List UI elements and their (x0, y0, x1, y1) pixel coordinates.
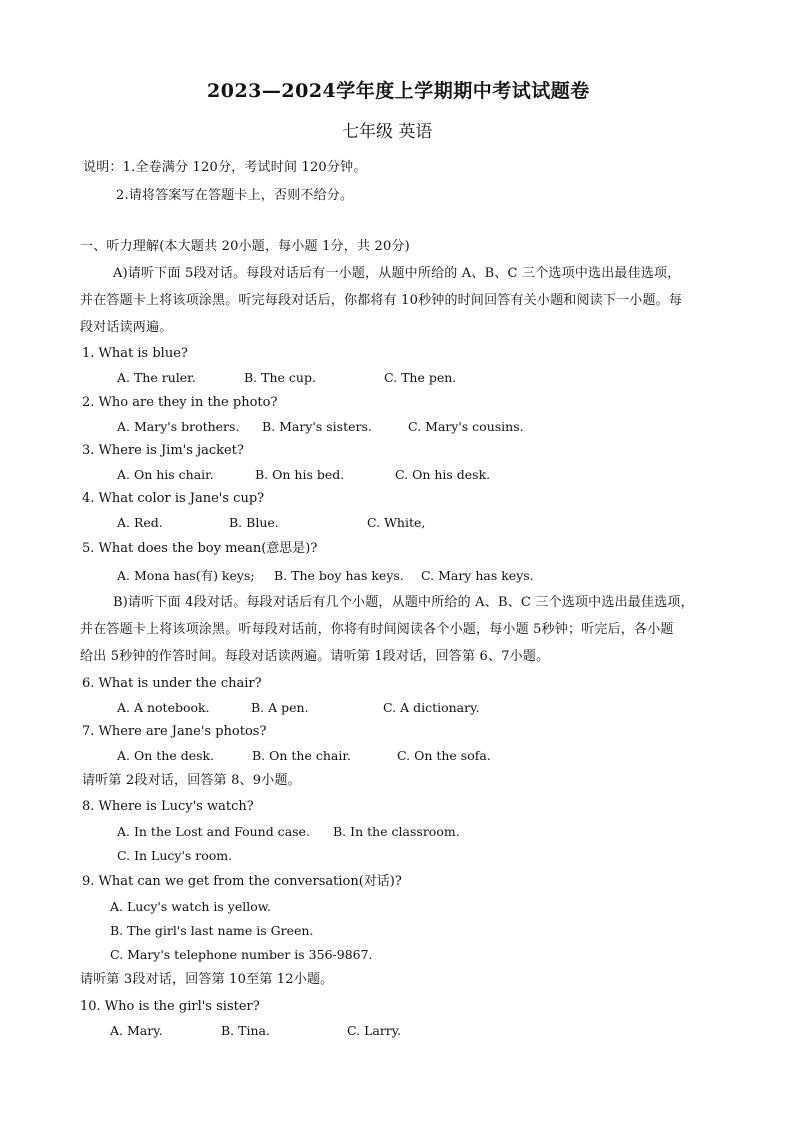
question-7-option-a: A. On the desk. (117, 748, 215, 763)
question-4-option-a: A. Red. (117, 515, 163, 530)
question-9-option-c: C. Mary's telephone number is 356-9867. (110, 947, 373, 962)
question-5-option-c: C. Mary has keys. (421, 568, 534, 583)
question-6-option-a: A. A notebook. (117, 700, 210, 715)
question-9-stem: 9. What can we get from the conversation(对话)? (82, 874, 402, 889)
question-8-option-a: A. In the Lost and Found case. (117, 824, 310, 839)
question-2-option-c: C. Mary's cousins. (408, 419, 524, 434)
section-heading-listening: 一、听力理解(本大题共 20小题，每小题 1分，共 20分) (80, 239, 410, 254)
question-10-stem: 10. Who is the girl's sister? (80, 999, 260, 1014)
question-2-stem: 2. Who are they in the photo? (82, 395, 278, 410)
part-a-instructions-3: 段对话读两遍。 (80, 320, 173, 335)
question-5-option-b: B. The boy has keys. (274, 568, 404, 583)
question-6-option-c: C. A dictionary. (383, 700, 480, 715)
question-7-stem: 7. Where are Jane's photos? (82, 724, 267, 739)
question-2-option-a: A. Mary's brothers. (117, 419, 240, 434)
question-2-option-b: B. Mary's sisters. (262, 419, 372, 434)
question-3-option-c: C. On his desk. (395, 467, 491, 482)
question-3-option-b: B. On his bed. (255, 467, 345, 482)
question-1-option-b: B. The cup. (244, 370, 316, 385)
question-4-stem: 4. What color is Jane's cup? (82, 491, 265, 506)
dialog-3-instructions: 请听第 3段对话，回答第 10至第 12小题。 (80, 972, 334, 987)
question-7-option-c: C. On the sofa. (397, 748, 491, 763)
instructions-line-2: 2.请将答案写在答题卡上，否则不给分。 (116, 188, 354, 203)
exam-title: 2023—2024学年度上学期期中考试试题卷 (207, 80, 590, 102)
part-b-instructions-1: B)请听下面 4段对话。每段对话后有几个小题，从题中所给的 A、B、C 三个选项中选出最佳选项， (113, 595, 694, 610)
question-6-option-b: B. A pen. (251, 700, 309, 715)
question-10-option-c: C. Larry. (347, 1023, 402, 1038)
part-b-instructions-3: 给出 5秒钟的作答时间。每段对话读两遍。请听第 1段对话，回答第 6、7小题。 (80, 649, 550, 664)
question-1-option-c: C. The pen. (384, 370, 457, 385)
question-8-option-c: C. In Lucy's room. (117, 848, 233, 863)
exam-subtitle: 七年级 英语 (342, 122, 433, 142)
question-1-stem: 1. What is blue? (82, 346, 188, 361)
question-9-option-b: B. The girl's last name is Green. (110, 923, 314, 938)
question-5-option-a: A. Mona has(有) keys; (117, 568, 255, 583)
instructions-line-1: 说明：1.全卷满分 120分，考试时间 120分钟。 (83, 160, 367, 175)
question-10-option-a: A. Mary. (110, 1023, 163, 1038)
question-10-option-b: B. Tina. (221, 1023, 270, 1038)
question-3-stem: 3. Where is Jim's jacket? (82, 443, 244, 458)
question-6-stem: 6. What is under the chair? (82, 676, 262, 691)
question-1-option-a: A. The ruler. (117, 370, 196, 385)
question-8-stem: 8. Where is Lucy's watch? (82, 799, 254, 814)
question-4-option-c: C. White, (367, 515, 426, 530)
question-9-option-a: A. Lucy's watch is yellow. (110, 899, 271, 914)
dialog-2-instructions: 请听第 2段对话，回答第 8、9小题。 (82, 773, 301, 788)
part-b-instructions-2: 并在答题卡上将该项涂黑。听每段对话前，你将有时间阅读各个小题，每小题 5秒钟；听完后，各小题 (80, 622, 674, 637)
question-4-option-b: B. Blue. (229, 515, 279, 530)
question-5-stem: 5. What does the boy mean(意思是)? (82, 541, 318, 556)
part-a-instructions-1: A)请听下面 5段对话。每段对话后有一小题，从题中所给的 A、B、C 三个选项中选出最佳选项， (113, 266, 681, 281)
part-a-instructions-2: 并在答题卡上将该项涂黑。听完每段对话后，你都将有 10秒钟的时间回答有关小题和阅读下一小题。每 (80, 293, 683, 308)
question-3-option-a: A. On his chair. (117, 467, 214, 482)
question-7-option-b: B. On the chair. (252, 748, 351, 763)
question-8-option-b: B. In the classroom. (333, 824, 460, 839)
